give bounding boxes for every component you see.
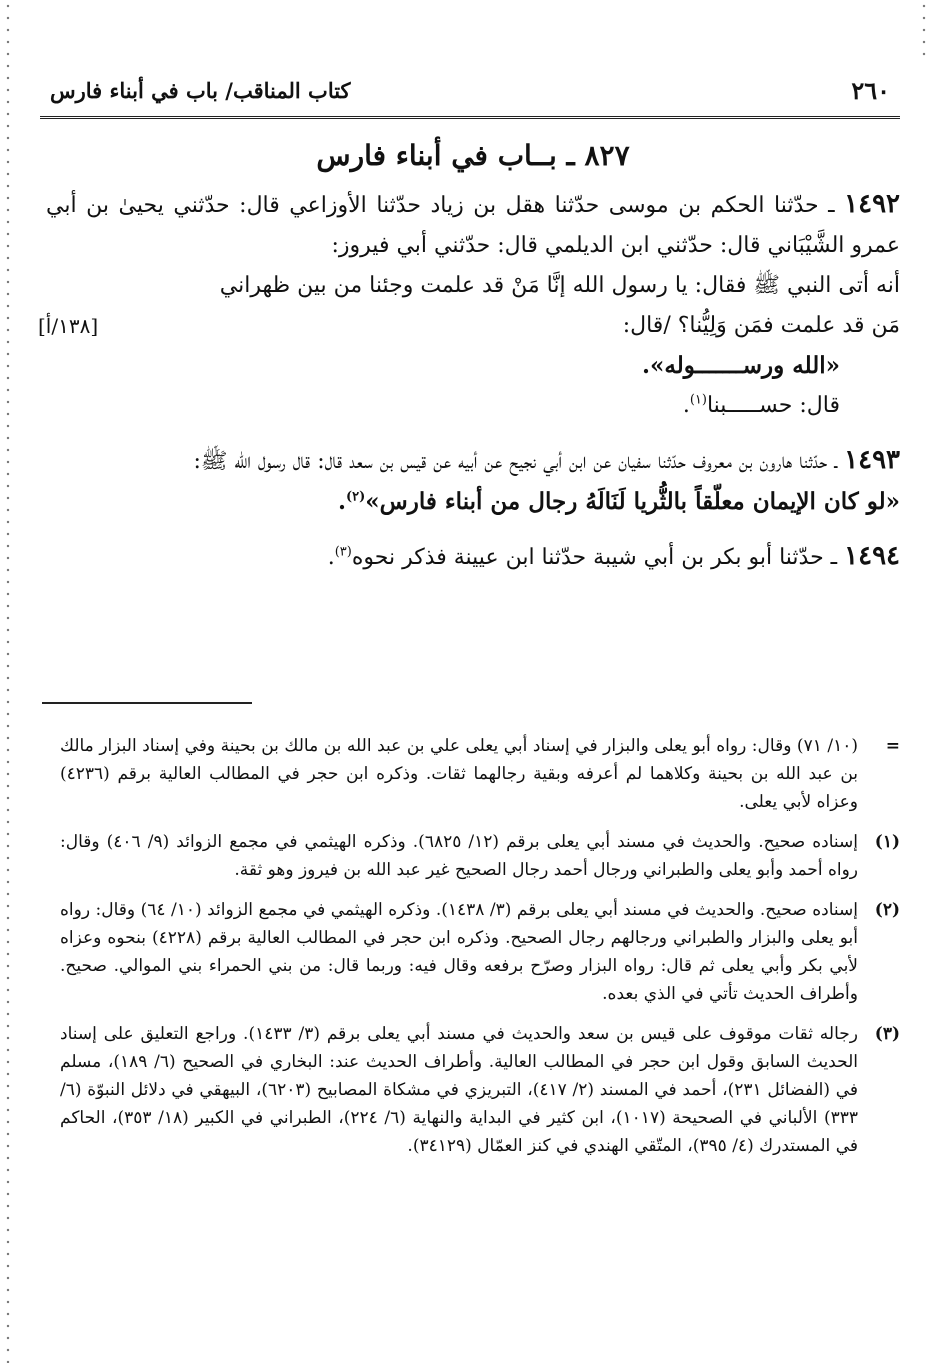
matn-line [46, 266, 900, 306]
footnote-ref: (١) [689, 392, 707, 408]
book-page [40, 0, 900, 1363]
footnote-text: رجاله ثقات موقوف على قيس بن سعد والحديث في مسند أبي يعلى برقم (٣/ ١٤٣٣). وراجع التعليق على إسناد الحديث السابق وقول ابن حجر في المطالب العالية. وأطراف الحديث عند: البخاري في الصحيح (٦/ ١٨٩)، مسلم في (الفضائل ٢٣١)، أحمد في المسند (٢/ ٤١٧)، التبريزي في مشكاة المصابيح (٦٢٠٣)، البيهقي في دلائل النبوّة (٦/ ٣٣٣) الألباني في الصحيحة (١٠١٧)، ابن كثير في البداية والنهاية (٦/ ٢٢٤)، الطبراني في الكبير (١٨/ ٣٥٣)، الحاكم في المستدرك (٤/ ٣٩٥)، المتّقي الهندي في كنز العمّال (٣٤١٢٩). [60, 1024, 858, 1156]
binding-dots-right [922, 0, 926, 60]
isnad-text: ـ حدّثنا الحكم بن موسى حدّثنا هقل بن زياد حدّثنا الأوزاعي قال: حدّثني يحيىٰ بن أبي عمرو الشَّيْبَاني قال: حدّثني ابن الديلمي قال: حدّثني أبي فيروز: [46, 193, 900, 258]
hadith-chain [46, 536, 900, 578]
qala-text: قال: حســـــبنا [706, 393, 840, 418]
quote-text: «لو كان الإيمان معلّقاً بالثُّريا لَنَالَهُ رجال من أبناء فارس» [365, 488, 900, 515]
footnote-2 [60, 896, 900, 1008]
main-text [38, 136, 900, 592]
footnote-marker: (٢) [874, 900, 900, 920]
hadith-chain [46, 440, 900, 482]
footnote-ref: (٢) [346, 489, 366, 505]
matn-line [38, 306, 900, 346]
footnote-marker: = [885, 736, 900, 756]
punctuation: . [682, 393, 690, 418]
running-title: كتاب المناقب/ باب في أبناء فارس [50, 78, 351, 103]
page-number: ٢٦٠ [851, 76, 890, 105]
hadith-1492 [38, 184, 900, 426]
footnote-marker: (٣) [874, 1024, 900, 1044]
hadith-number: ١٤٩٢ [844, 189, 900, 219]
qala-line [46, 386, 900, 426]
footnote-ref: (٣) [334, 544, 352, 560]
isnad-text: ـ حدّثنا أبو بكر بن أبي شيبة حدّثنا ابن عيينة فذكر نحوه [351, 545, 838, 570]
punctuation: . [337, 488, 346, 515]
hadith-1494 [46, 536, 900, 578]
matn-text: أنه أتى النبي ﷺ فقال: يا رسول الله إنَّا مَنْ قد علمت وجئنا من بين ظهراني [219, 273, 900, 298]
isnad-text: ـ حدّثنا هارون بن معروف حدّثنا سفيان عن ابن أبي نجيح عن أبيه عن قيس بن سعد قال: قال رسول الله ﷺ: [193, 449, 838, 474]
binding-dots-left [6, 0, 10, 1363]
footnotes [60, 732, 900, 1172]
footnote-marker: (١) [874, 832, 900, 852]
footnote-text: إسناده صحيح. والحديث في مسند أبي يعلى برقم (٣/ ١٤٣٨). وذكره الهيثمي في مجمع الزوائد (١٠/ ٦٤) وقال: رواه أبو يعلى والبزار والطبراني ورجالهم رجال الصحيح. وذكره ابن حجر في المطالب العالية برقم (٤٢٢٨) بنحوه وعزاه لأبي بكر وأبي يعلى ثم قال: رواه البزار وصرّح برفعه وقال فيه: وربما قال: من بني الحمراء بني الموالي. صحيح. وأطراف الحديث تأتي في الذي بعده. [60, 900, 858, 1004]
footnote-continued [60, 732, 900, 816]
punctuation: . [327, 545, 335, 570]
chapter-heading: ٨٢٧ ـ بــاب في أبناء فارس [316, 139, 630, 172]
footnote-1 [60, 828, 900, 884]
prophetic-quote: «الله ورســـــــوله». [642, 352, 840, 379]
hadith-number: ١٤٩٤ [844, 541, 900, 571]
hadith-chain [46, 184, 900, 266]
footnote-3 [60, 1020, 900, 1160]
hadith-number: ١٤٩٣ [844, 445, 900, 475]
footnote-text: (١٠/ ٧١) وقال: رواه أبو يعلى والبزار في إسناد أبي يعلى علي بن عبد الله بن مالك بن بحينة وفي إسناد البزار مالك بن عبد الله بن بحينة وكلاهما لم أعرفه وبقية رجالهما ثقات. وذكره ابن حجر في المطالب العالية برقم (٤٢٣٦) وعزاه لأبي يعلى. [60, 736, 858, 812]
manuscript-folio-ref: [١٣٨/أ] [38, 314, 99, 338]
footnote-separator [42, 702, 252, 704]
page-header [40, 70, 900, 119]
prophetic-quote [46, 482, 900, 522]
matn-text: مَن قد علمت فمَن وَلِيُّنا؟ /قال: [622, 313, 900, 338]
footnote-text: إسناده صحيح. والحديث في مسند أبي يعلى برقم (١٢/ ٦٨٢٥). وذكره الهيثمي في مجمع الزوائد (٩/ ٤٠٦) وقال: رواه أحمد وأبو يعلى والطبراني ورجال أحمد رجال الصحيح غير عبد الله بن فيروز وهو ثقة. [60, 832, 858, 880]
hadith-1493 [46, 440, 900, 522]
